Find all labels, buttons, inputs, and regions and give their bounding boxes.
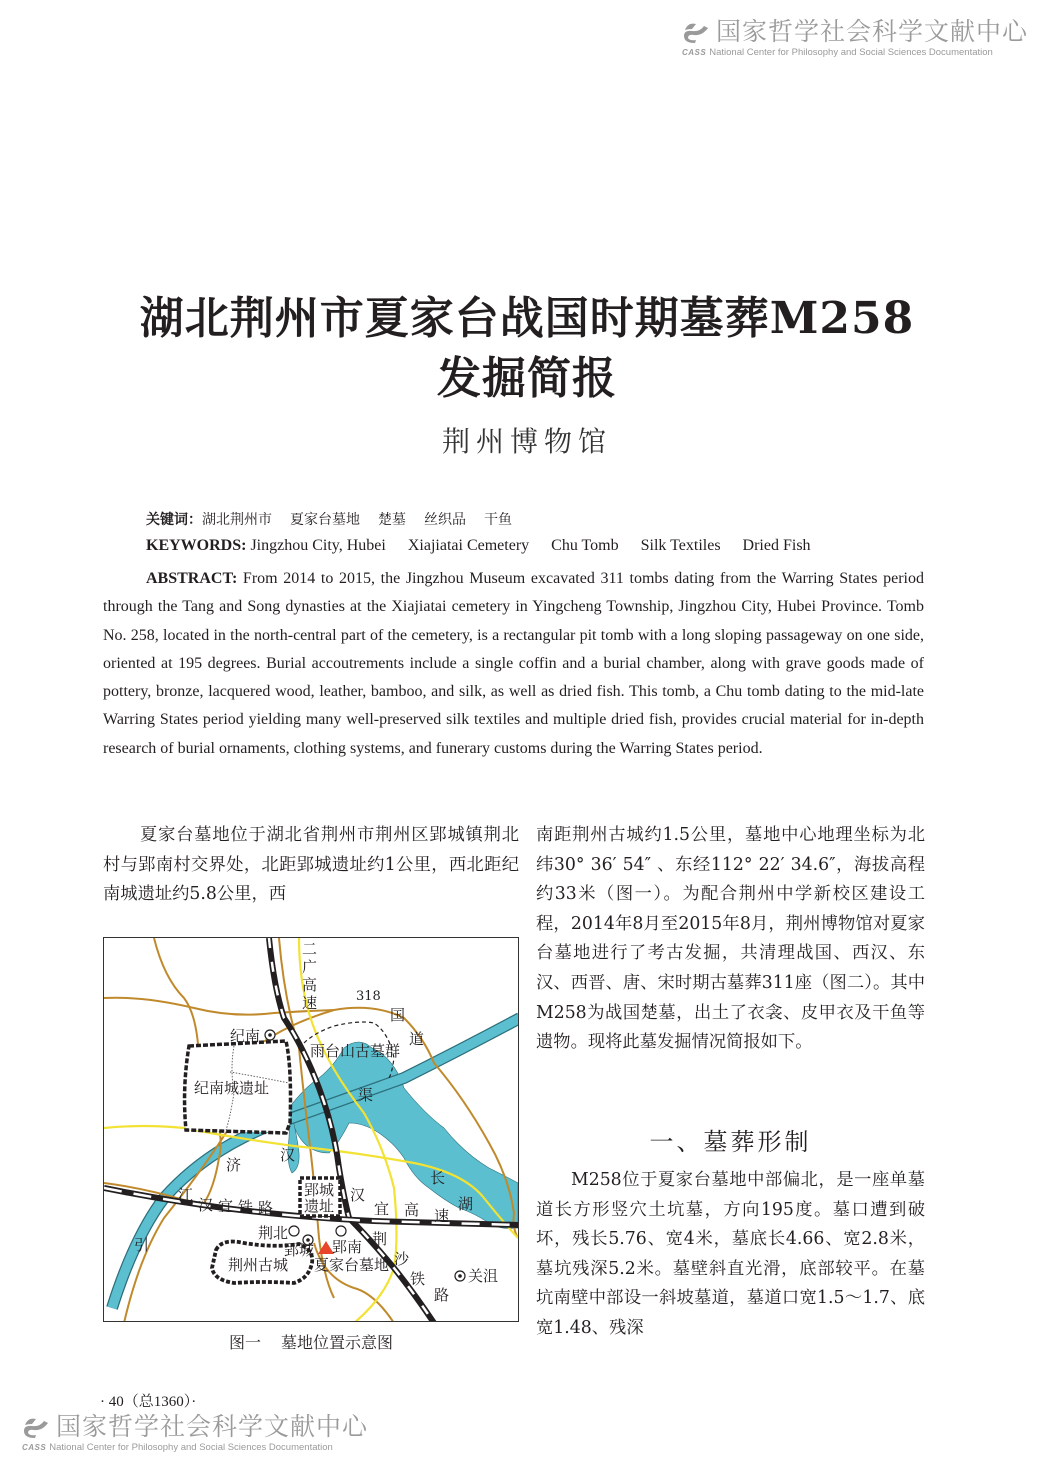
label-han-canal: 汉 [280,1146,296,1164]
abstract-label: ABSTRACT: [146,570,238,587]
figure-caption-text: 墓地位置示意图 [281,1333,394,1352]
label-jinancheng-site: 纪南城遗址 [194,1079,270,1097]
watermark-en-text: National Center for Philosophy and Social Sciences Documentation [709,47,993,58]
town-marker-jingbei [289,1226,299,1236]
label-jinan: 纪南 [230,1027,261,1045]
town-marker-jinan [265,1030,275,1040]
label-guodao: 道 [409,1030,425,1048]
watermark-en-text: National Center for Philosophy and Social Sciences Documentation [49,1442,333,1453]
keyword-cn: 湖北荆州市 [202,512,272,528]
page-number: · 40（总1360）· [100,1394,197,1410]
article-title-line2: 发掘简报 [437,353,617,404]
label-yutaishan: 雨台山古墓群 [310,1042,401,1060]
body-paragraph-right-1: 南距荆州古城约1.5公里，墓地中心地理坐标为北纬30° 36′ 54″ 、东经112° 22′ 34.6″，海拔高程约33米（图一）。为配合荆州中学新校区建设工程，2014年8月至2015年8月，荆州博物馆对夏家台墓地进行了考古发掘，共清理战国、西汉、东汉、西晋、唐、宋时期古墓葬311座（图二）。其中M258为战国楚墓，出土了衣衾、皮甲衣及干鱼等遗物。现将此墓发掘情况简报如下。 [536,825,925,1053]
cass-logo-icon [682,20,712,44]
label-jingsha-rail: 荆 [372,1230,388,1248]
keyword-en: Jingzhou City, Hubei [250,537,386,554]
town-marker-yingnan [336,1226,346,1236]
location-map [103,937,519,1322]
label-guanju: 关沮 [468,1267,499,1285]
label-ji: 济 [226,1156,242,1174]
figure-caption [103,1330,519,1353]
label-jingzhou-city: 荆州古城 [228,1256,289,1274]
watermark-en [22,1442,333,1453]
keywords-en [146,537,833,555]
label-jingsha-rail: 沙 [394,1250,410,1268]
label-changhu: 长 [430,1169,446,1187]
figure-number: 图一 [228,1333,261,1352]
label-hanyi-hw: 速 [434,1207,450,1225]
watermark-footer [22,1413,382,1459]
body-paragraph-right-2: M258位于夏家台墓地中部偏北，是一座单墓道长方形竖穴土坑墓，方向195度。墓口遭到破坏，残长5.76、宽4米，墓底长4.66、宽2.8米，墓坑残深5.2米。墓壁斜直光滑，底部较平。在墓坑南壁中部设一斜坡墓道，墓道口宽1.5～1.7、底宽1.48、残深 [536,1170,925,1338]
keyword-cn: 夏家台墓地 [290,512,360,528]
keyword-en: Dried Fish [742,537,811,554]
watermark-cass: CASS [682,48,707,57]
label-erguang: 速 [302,994,318,1012]
town-marker-guanju [455,1271,465,1281]
label-changhu: 湖 [458,1195,474,1213]
keyword-en: Silk Textiles [640,537,721,554]
keyword-cn: 丝织品 [424,512,466,528]
label-jingbei: 荆北 [258,1224,289,1242]
label-yingcheng-site: 郢城 [304,1181,335,1199]
label-hanyi-rail: 汉 [198,1196,214,1214]
label-yingnan: 郢南 [332,1238,363,1256]
label-hanyi-rail: 路 [258,1199,274,1217]
label-xiajiatai: 夏家台墓地 [314,1256,390,1274]
watermark-cass: CASS [22,1443,47,1452]
label-hanyi-hw: 宜 [374,1200,390,1218]
label-hanyi-rail: 宜 [218,1197,234,1215]
label-hanyi-hw: 高 [404,1201,420,1219]
label-jingsha-rail: 路 [434,1286,450,1304]
body-paragraph-left: 夏家台墓地位于湖北省荆州市荆州区郢城镇荆北村与郢南村交界处，北距郢城遗址约1公里，西北距纪南城遗址约5.8公里，西 [103,825,519,905]
label-erguang: 高 [302,976,318,994]
watermark-en [682,47,993,58]
label-hanyi-hw: 汉 [350,1186,366,1204]
label-yingcheng: 郢城 [284,1241,315,1259]
keywords-cn-label: 关键词： [146,512,202,528]
keyword-en: Chu Tomb [551,537,619,554]
keywords-en-label: KEYWORDS: [146,537,247,554]
keyword-cn: 干鱼 [484,512,512,528]
label-yingcheng-site: 遗址 [304,1197,335,1215]
label-yin: 引 [134,1236,150,1254]
label-jiang: 江 [178,1186,194,1204]
watermark-cn: 国家哲学社会科学文献中心 [56,1412,369,1441]
section-heading: 一、墓葬形制 [649,1128,812,1156]
label-qu: 渠 [358,1086,374,1104]
abstract [103,565,924,763]
keywords-cn [146,509,530,529]
label-318: 318 [356,989,381,1004]
watermark-header [682,18,1042,64]
label-erguang: 广 [302,958,318,976]
label-erguang: 二 [302,940,318,958]
author: 荆州博物馆 [441,425,612,458]
watermark-cn: 国家哲学社会科学文献中心 [716,17,1029,46]
label-jingsha-rail: 铁 [410,1270,426,1288]
keyword-cn: 楚墓 [378,512,406,528]
keyword-en: Xiajiatai Cemetery [407,537,530,554]
abstract-text: From 2014 to 2015, the Jingzhou Museum excavated 311 tombs dating from the Warring States period through the Tang and Song dynasties at the Xiajiatai cemetery in Yingcheng Township, Jingzhou City, Hubei Province. Tomb No. 258, located in the north-central part of the cemetery, is a rectangular pit tomb with a long sloping passageway on one side, oriented at 195 degrees. Burial accoutrements include a single coffin and a burial chamber, along with grave goods made of pottery, bronze, lacquered wood, leather, bamboo, and silk, as well as dried fish. This tomb, a Chu tomb dating to the mid-late Warring States period yielding many well-preserved silk textiles and multiple dried fish, provides crucial material for in-depth research of burial ornaments, clothing systems, and funerary customs during the Warring States period. [103,570,924,757]
map-svg [104,938,519,1322]
cass-logo-icon [22,1415,52,1439]
label-guodao: 国 [390,1006,406,1024]
article-title-line1: 湖北荆州市夏家台战国时期墓葬M258 [139,293,915,344]
label-hanyi-rail: 铁 [238,1198,254,1216]
